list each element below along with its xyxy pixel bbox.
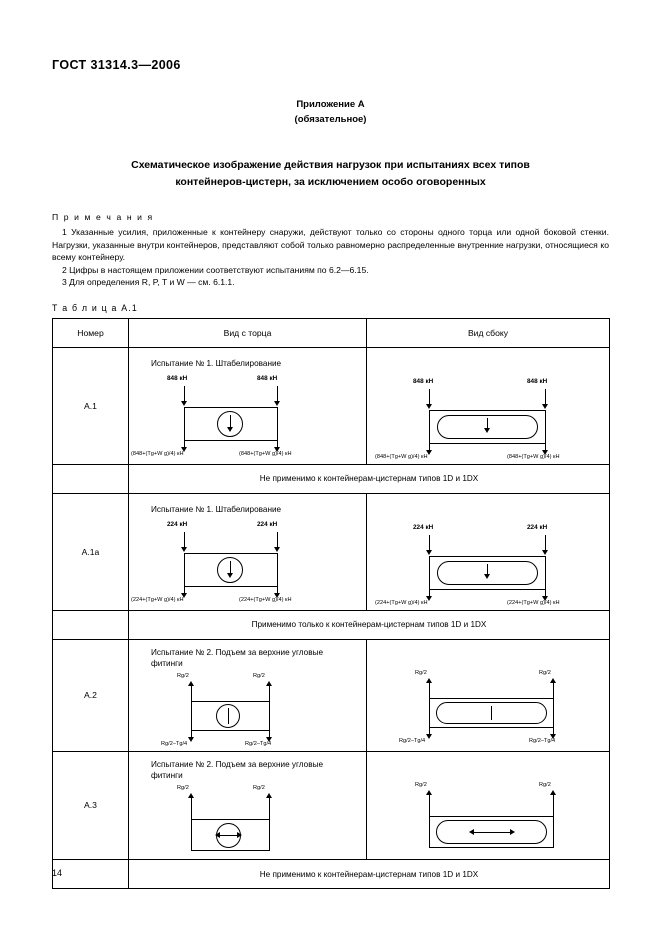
arrow-shaft xyxy=(191,685,192,701)
load-label-bottom-right: (224+(Tg+W g)/4) кН xyxy=(507,599,560,606)
load-label-bottom-right: (224+(Tg+W g)/4) кН xyxy=(239,596,292,603)
load-label-bottom-left: Rg/2–Tg/4 xyxy=(399,738,426,745)
diagram-end-view xyxy=(129,371,366,457)
diagram-end-view xyxy=(129,671,366,747)
diagram-side-view xyxy=(367,520,609,606)
arrow-head-down-right xyxy=(274,401,280,406)
diagram-side-view xyxy=(367,374,609,460)
load-label-bottom-right: Rg/2–Tg/4 xyxy=(529,738,556,745)
internal-load-indicator xyxy=(491,706,492,720)
table-row xyxy=(53,751,610,859)
arrow-shaft xyxy=(230,561,231,574)
row-side-view xyxy=(367,751,610,859)
row-side-view xyxy=(367,639,610,751)
footnote-spacer xyxy=(53,610,129,639)
arrow-shaft xyxy=(277,532,278,548)
page-number: 14 xyxy=(52,868,63,878)
load-label-bottom-left: (848+(Tg+W g)/4) кН xyxy=(375,453,428,460)
arrow-head-up-right xyxy=(550,678,556,683)
arrow-shaft xyxy=(429,682,430,698)
internal-load-indicator xyxy=(473,832,511,833)
arrow-shaft xyxy=(545,389,546,405)
load-label-top-right: 848 кН xyxy=(257,374,278,382)
test-label: Испытание № 1. Штабелирование xyxy=(151,504,282,514)
load-label-top-right: Rg/2 xyxy=(253,672,265,679)
table-row xyxy=(53,347,610,464)
arrow-shaft xyxy=(269,797,270,819)
notes-header: П р и м е ч а н и я xyxy=(52,212,154,223)
header-end-view: Вид с торца xyxy=(129,318,367,347)
load-label-bottom-left: Rg/2–Tg/4 xyxy=(161,740,188,747)
arrow-head-right xyxy=(237,832,242,838)
diagram-side-view xyxy=(367,780,609,852)
diagram-end-view xyxy=(129,783,366,855)
arrow-head-down-left xyxy=(181,401,187,406)
page-title-line2: контейнеров-цистерн, за исключением особо оговоренных xyxy=(175,176,486,189)
arrow-head-left xyxy=(469,829,474,835)
load-label-top-left: Rg/2 xyxy=(177,785,189,791)
annex-header xyxy=(52,98,609,127)
arrow-head-down-right xyxy=(542,550,548,555)
load-label-top-left: Rg/2 xyxy=(415,782,427,789)
arrow-shaft xyxy=(184,386,185,402)
note-item-2: 2 Цифры в настоящем приложении соответствуют испытаниям по 6.2—6.15. xyxy=(62,264,369,275)
arrow-head-up-right xyxy=(266,681,272,686)
arrow-shaft xyxy=(487,564,488,575)
load-label-top-right: Rg/2 xyxy=(253,785,265,791)
internal-load-indicator xyxy=(228,708,229,724)
arrow-head-down-left-lower xyxy=(426,734,432,739)
arrow-head-left xyxy=(215,832,220,838)
header-number: Номер xyxy=(53,318,129,347)
load-label-top-right: 224 кН xyxy=(257,520,278,528)
load-label-top-left: 848 кН xyxy=(413,377,434,385)
annex-subtitle: (обязательное) xyxy=(294,113,367,125)
arrow-head-down-left xyxy=(426,404,432,409)
arrow-head-up-right xyxy=(550,790,556,795)
arrow-head-up-right xyxy=(266,793,272,798)
footnote-text: Не применимо к контейнерам-цистернам типов 1D и 1DX xyxy=(129,464,610,493)
arrow-head-right xyxy=(510,829,515,835)
note-item-1: 1 Указанные усилия, приложенные к контейнеру снаружи, действуют только со стороны одного торца или одной боковой стенки. Нагрузки, указанные внутри контейнеров, представляют собой только равномерно распределенные внутренние нагрузки, относящиеся ко всему контейнеру. xyxy=(52,227,609,263)
standard-number: ГОСТ 31314.3—2006 xyxy=(52,58,181,72)
footnote-row xyxy=(53,464,610,493)
table-row xyxy=(53,639,610,751)
arrow-shaft xyxy=(429,389,430,405)
load-label-top-left: Rg/2 xyxy=(415,670,427,677)
arrow-head-down-left xyxy=(181,547,187,552)
arrow-head-down-right xyxy=(542,404,548,409)
row-side-view xyxy=(367,347,610,464)
row-end-view xyxy=(129,347,367,464)
load-label-top-right: 848 кН xyxy=(527,377,548,385)
load-label-top-right: Rg/2 xyxy=(539,670,551,677)
arrow-head-up-left xyxy=(426,678,432,683)
arrow-shaft xyxy=(269,685,270,701)
note-item-3: 3 Для определения R, P, T и W — см. 6.1.1. xyxy=(62,277,235,288)
load-label-top-right: 224 кН xyxy=(527,523,548,531)
table-caption: Т а б л и ц а А.1 xyxy=(52,302,138,313)
arrow-shaft xyxy=(545,535,546,551)
row-number: А.1 xyxy=(53,347,129,464)
row-side-view xyxy=(367,493,610,610)
footnote-spacer xyxy=(53,860,129,889)
annex-title: Приложение А xyxy=(296,99,365,110)
load-label-bottom-left: (224+(Tg+W g)/4) кН xyxy=(131,596,184,603)
arrow-head-up-left xyxy=(188,793,194,798)
footnote-row xyxy=(53,610,610,639)
test-label: Испытание № 2. Подъем за верхние угловые фитинги xyxy=(151,759,324,780)
load-label-bottom-left: (224+(Tg+W g)/4) кН xyxy=(375,599,428,606)
arrow-shaft xyxy=(184,532,185,548)
internal-load-indicator xyxy=(219,835,238,836)
arrow-shaft xyxy=(429,535,430,551)
loads-table xyxy=(52,318,610,889)
row-end-view xyxy=(129,639,367,751)
row-end-view xyxy=(129,493,367,610)
load-label-top-right: Rg/2 xyxy=(539,782,551,789)
test-label: Испытание № 1. Штабелирование xyxy=(151,358,282,368)
arrow-shaft xyxy=(487,418,488,429)
arrow-head-down-left-lower xyxy=(188,737,194,742)
load-label-top-left: 848 кН xyxy=(167,374,188,382)
footnote-text: Не применимо к контейнерам-цистернам типов 1D и 1DX xyxy=(129,860,610,889)
diagram-end-view xyxy=(129,517,366,603)
arrow-head-up-left xyxy=(188,681,194,686)
load-label-top-left: 224 кН xyxy=(413,523,434,531)
arrow-shaft xyxy=(230,415,231,428)
footnote-row xyxy=(53,860,610,889)
page-title xyxy=(64,157,597,191)
header-side-view: Вид сбоку xyxy=(367,318,610,347)
row-number: А.3 xyxy=(53,751,129,859)
table-row xyxy=(53,493,610,610)
arrow-shaft xyxy=(277,386,278,402)
load-label-bottom-right: (848+(Tg+W g)/4) кН xyxy=(239,450,292,457)
arrow-shaft xyxy=(429,794,430,816)
row-number: А.1a xyxy=(53,493,129,610)
test-label: Испытание № 2. Подъем за верхние угловые фитинги xyxy=(151,647,324,668)
arrow-head-up-left xyxy=(426,790,432,795)
page-title-line1: Схематическое изображение действия нагрузок при испытаниях всех типов xyxy=(131,159,530,172)
load-label-top-left: 224 кН xyxy=(167,520,188,528)
load-label-top-left: Rg/2 xyxy=(177,672,189,679)
arrow-head-down-right xyxy=(274,547,280,552)
arrow-shaft xyxy=(553,794,554,816)
footnote-spacer xyxy=(53,464,129,493)
arrow-head-down-left xyxy=(426,550,432,555)
load-label-bottom-left: (848+(Tg+W g)/4) кН xyxy=(131,450,184,457)
load-label-bottom-right: (848+(Tg+W g)/4) кН xyxy=(507,453,560,460)
notes-block xyxy=(52,211,609,289)
arrow-shaft xyxy=(553,682,554,698)
diagram-side-view xyxy=(367,668,609,744)
arrow-shaft xyxy=(191,797,192,819)
row-end-view xyxy=(129,751,367,859)
load-label-bottom-right: Rg/2–Tg/4 xyxy=(245,740,272,747)
row-number: А.2 xyxy=(53,639,129,751)
footnote-text: Применимо только к контейнерам-цистернам типов 1D и 1DX xyxy=(129,610,610,639)
table-header-row xyxy=(53,318,610,347)
